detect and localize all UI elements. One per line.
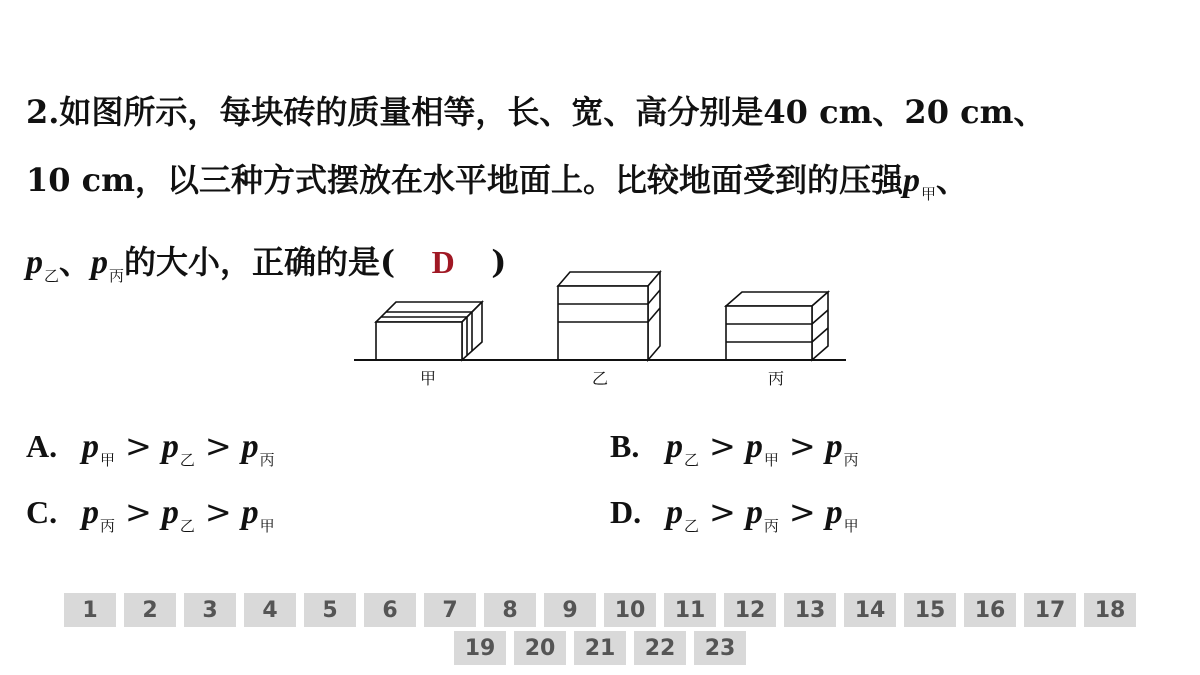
option-c[interactable] bbox=[26, 490, 275, 534]
p-symbol: p bbox=[666, 428, 683, 465]
page-button[interactable]: 3 bbox=[184, 593, 236, 627]
page-button[interactable]: 6 bbox=[364, 593, 416, 627]
separator: 、 bbox=[936, 161, 969, 199]
p-symbol: p bbox=[82, 494, 99, 531]
option-subscript: 丙 bbox=[259, 451, 275, 469]
option-d[interactable] bbox=[610, 490, 859, 534]
bricks-figure bbox=[350, 262, 850, 392]
option-subscript: 乙 bbox=[684, 517, 700, 535]
p-symbol: p bbox=[82, 428, 99, 465]
greater-than-sign: > bbox=[788, 427, 816, 465]
page-button[interactable]: 12 bbox=[724, 593, 776, 627]
page-button[interactable]: 7 bbox=[424, 593, 476, 627]
p-symbol: p bbox=[241, 494, 259, 531]
page-button[interactable]: 21 bbox=[574, 631, 626, 665]
page-button[interactable]: 5 bbox=[304, 593, 356, 627]
page-button[interactable]: 1 bbox=[64, 593, 116, 627]
page-button[interactable]: 4 bbox=[244, 593, 296, 627]
page-button[interactable]: 2 bbox=[124, 593, 176, 627]
greater-than-sign: > bbox=[788, 493, 816, 531]
brick-stack-jia bbox=[376, 302, 482, 360]
greater-than-sign: > bbox=[709, 493, 736, 531]
page-button[interactable]: 9 bbox=[544, 593, 596, 627]
option-b[interactable] bbox=[610, 424, 859, 468]
option-letter: C. bbox=[26, 494, 58, 530]
brick-stack-bing bbox=[726, 292, 828, 360]
option-letter: A. bbox=[26, 428, 58, 464]
option-subscript: 乙 bbox=[179, 517, 195, 535]
greater-than-sign: > bbox=[204, 493, 232, 531]
page-navigation-row bbox=[0, 593, 1200, 627]
question-line3-tail: 的大小，正确的是( bbox=[124, 243, 396, 281]
subscript-jia: 甲 bbox=[921, 185, 937, 203]
option-subscript: 甲 bbox=[259, 517, 275, 535]
page-button[interactable]: 20 bbox=[514, 631, 566, 665]
question-line1-text: 如图所示，每块砖的质量相等，长、宽、高分别是40 cm、20 cm、 bbox=[59, 93, 1046, 131]
option-a[interactable] bbox=[26, 424, 275, 468]
p-symbol: p bbox=[161, 494, 179, 531]
page-navigation bbox=[0, 593, 1200, 669]
p-symbol: p bbox=[161, 428, 179, 465]
p-symbol: p bbox=[825, 428, 843, 465]
p-symbol: p bbox=[745, 428, 763, 465]
greater-than-sign: > bbox=[125, 427, 152, 465]
subscript-yi: 乙 bbox=[44, 267, 60, 285]
question-line-2 bbox=[26, 146, 1186, 228]
figure-label-yi: 乙 bbox=[591, 369, 609, 388]
option-subscript: 乙 bbox=[684, 451, 700, 469]
option-subscript: 乙 bbox=[179, 451, 195, 469]
question-line-1 bbox=[26, 78, 1186, 146]
greater-than-sign: > bbox=[709, 427, 736, 465]
option-letter: B. bbox=[610, 428, 640, 464]
page-button[interactable]: 10 bbox=[604, 593, 656, 627]
close-paren: ) bbox=[491, 243, 507, 281]
question-line2-text: 10 cm，以三种方式摆放在水平地面上。比较地面受到的压强 bbox=[26, 161, 904, 199]
option-subscript: 甲 bbox=[763, 451, 779, 469]
p-symbol: p bbox=[91, 244, 109, 281]
figure-label-bing: 丙 bbox=[767, 369, 785, 388]
page-navigation-row bbox=[0, 631, 1200, 665]
p-symbol: p bbox=[903, 162, 921, 199]
p-symbol: p bbox=[745, 494, 763, 531]
page-button[interactable]: 11 bbox=[664, 593, 716, 627]
option-subscript: 丙 bbox=[763, 517, 779, 535]
separator: 、 bbox=[59, 243, 92, 281]
option-letter: D. bbox=[610, 494, 642, 530]
greater-than-sign: > bbox=[204, 427, 232, 465]
question-number: 2. bbox=[26, 93, 60, 131]
page-button[interactable]: 19 bbox=[454, 631, 506, 665]
p-symbol: p bbox=[825, 494, 843, 531]
figure-label-jia: 甲 bbox=[419, 369, 437, 388]
page-button[interactable]: 16 bbox=[964, 593, 1016, 627]
page-button[interactable]: 15 bbox=[904, 593, 956, 627]
page-button[interactable]: 17 bbox=[1024, 593, 1076, 627]
option-subscript: 甲 bbox=[843, 517, 859, 535]
p-symbol: p bbox=[666, 494, 683, 531]
option-subscript: 甲 bbox=[100, 451, 116, 469]
p-symbol: p bbox=[241, 428, 259, 465]
page-button[interactable]: 23 bbox=[694, 631, 746, 665]
p-symbol: p bbox=[26, 244, 43, 281]
page-button[interactable]: 22 bbox=[634, 631, 686, 665]
option-subscript: 丙 bbox=[843, 451, 859, 469]
brick-stack-yi bbox=[558, 272, 660, 360]
page-button[interactable]: 13 bbox=[784, 593, 836, 627]
option-subscript: 丙 bbox=[100, 517, 116, 535]
answer-letter: D bbox=[431, 244, 455, 280]
page-button[interactable]: 18 bbox=[1084, 593, 1136, 627]
greater-than-sign: > bbox=[125, 493, 152, 531]
page-button[interactable]: 14 bbox=[844, 593, 896, 627]
subscript-bing: 丙 bbox=[109, 267, 125, 285]
page-button[interactable]: 8 bbox=[484, 593, 536, 627]
